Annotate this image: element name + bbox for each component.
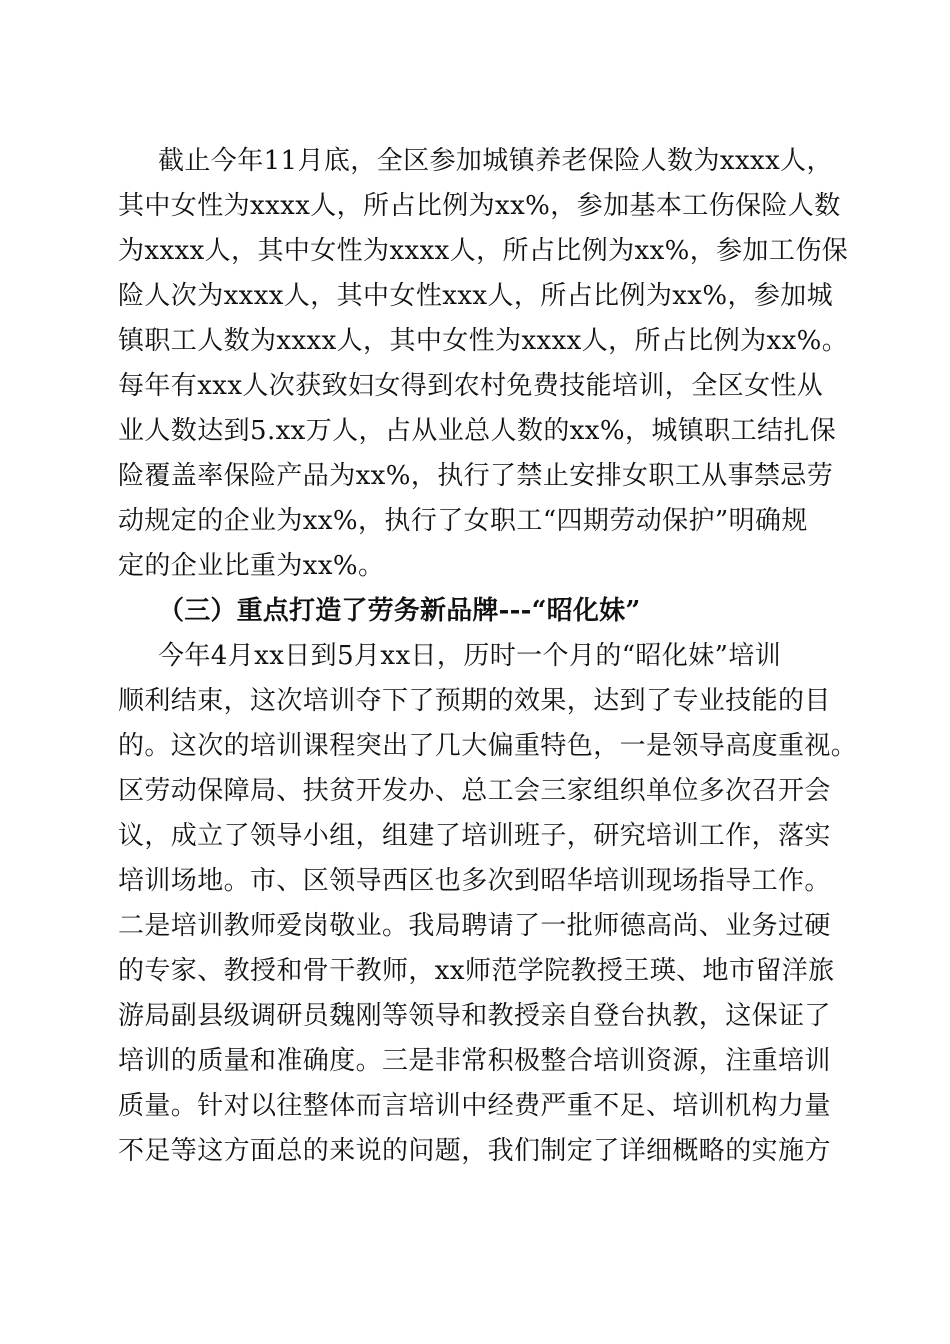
paragraph-2-line-1: 今年4月xx日到5月xx日，历时一个月的“昭化妹”培训 (158, 641, 782, 671)
paragraph-2-line-11: 质量。针对以往整体而言培训中经费严重不足、培训机构力量 (118, 1091, 831, 1121)
paragraph-2-line-2: 顺利结束，这次培训夺下了预期的效果，达到了专业技能的目 (118, 686, 831, 716)
paragraph-1-line-3: 为xxxx人，其中女性为xxxx人，所占比例为xx%，参加工伤保 (118, 236, 849, 266)
paragraph-1-line-9: 动规定的企业为xx%，执行了女职工“四期劳动保护”明确规 (118, 506, 808, 536)
paragraph-1-line-10: 定的企业比重为xx%。 (118, 551, 385, 581)
paragraph-2-line-4: 区劳动保障局、扶贫开发办、总工会三家组织单位多次召开会 (118, 776, 831, 806)
paragraph-2-line-8: 的专家、教授和骨干教师，xx师范学院教授王瑛、地市留洋旅 (118, 956, 835, 986)
paragraph-1-line-1: 截止今年11月底，全区参加城镇养老保险人数为xxxx人， (158, 146, 833, 176)
paragraph-1-line-4: 险人次为xxxx人，其中女性xxx人，所占比例为xx%，参加城 (118, 281, 834, 311)
paragraph-2-line-7: 二是培训教师爱岗敬业。我局聘请了一批师德高尚、业务过硬 (118, 911, 831, 941)
paragraph-2-line-10: 培训的质量和准确度。三是非常积极整合培训资源，注重培训 (118, 1046, 831, 1076)
paragraph-1-line-6: 每年有xxx人次获致妇女得到农村免费技能培训，全区女性从 (118, 371, 824, 401)
paragraph-1-line-8: 险覆盖率保险产品为xx%，执行了禁止安排女职工从事禁忌劳 (118, 461, 834, 491)
paragraph-2-line-3: 的。这次的培训课程突出了几大偏重特色，一是领导高度重视。 (118, 731, 858, 761)
paragraph-2-line-12: 不足等这方面总的来说的问题，我们制定了详细概略的实施方 (118, 1136, 831, 1166)
paragraph-2-line-6: 培训场地。市、区领导西区也多次到昭华培训现场指导工作。 (118, 866, 831, 896)
paragraph-1-line-5: 镇职工人数为xxxx人，其中女性为xxxx人，所占比例为xx%。 (118, 326, 849, 356)
paragraph-2-line-5: 议，成立了领导小组，组建了培训班子，研究培训工作，落实 (118, 821, 831, 851)
section-heading: （三）重点打造了劳务新品牌---“昭化妹” (158, 596, 641, 626)
paragraph-1-line-7: 业人数达到5.xx万人，占从业总人数的xx%，城镇职工结扎保 (118, 416, 837, 446)
paragraph-2-line-9: 游局副县级调研员魏刚等领导和教授亲自登台执教，这保证了 (118, 1001, 831, 1031)
paragraph-1-line-2: 其中女性为xxxx人，所占比例为xx%，参加基本工伤保险人数 (118, 191, 841, 221)
